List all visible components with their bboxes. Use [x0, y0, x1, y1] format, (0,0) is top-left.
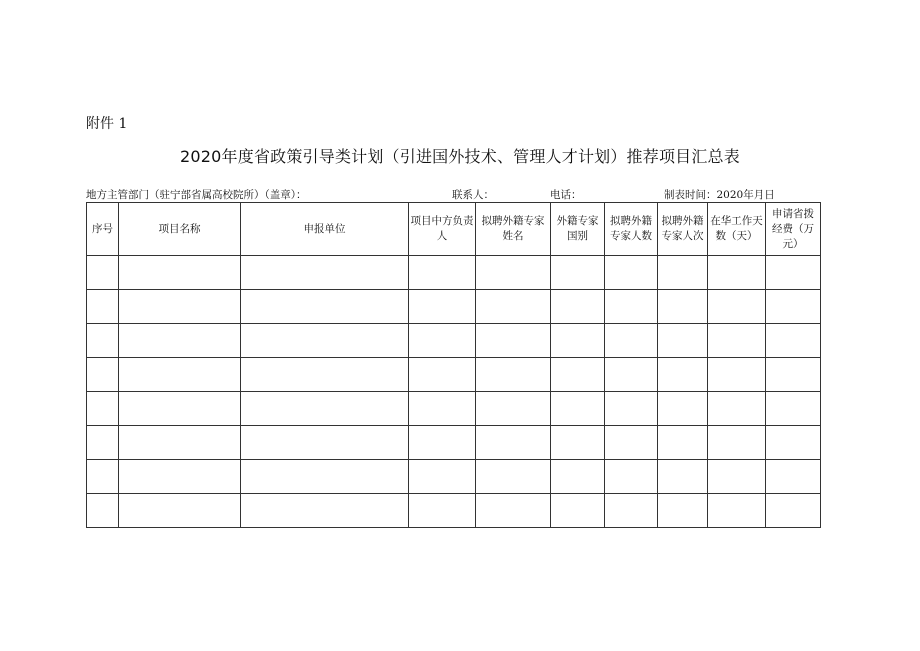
table-cell[interactable] [658, 290, 708, 324]
table-cell[interactable] [766, 290, 821, 324]
table-cell[interactable] [708, 460, 766, 494]
table-cell[interactable] [87, 324, 119, 358]
phone-field-label: 电话： [550, 189, 582, 201]
table-cell[interactable] [658, 426, 708, 460]
table-row [87, 256, 821, 290]
table-cell[interactable] [476, 460, 551, 494]
table-cell[interactable] [409, 392, 476, 426]
table-cell[interactable] [87, 290, 119, 324]
column-header-applicant-unit: 申报单位 [241, 203, 409, 256]
table-cell[interactable] [551, 358, 605, 392]
department-field-label: 地方主管部门（驻宁部省属高校院所）（盖章）： [86, 189, 307, 201]
table-cell[interactable] [658, 494, 708, 528]
summary-table [86, 202, 821, 528]
table-cell[interactable] [658, 392, 708, 426]
table-cell[interactable] [476, 324, 551, 358]
table-cell[interactable] [119, 426, 241, 460]
table-cell[interactable] [87, 256, 119, 290]
table-cell[interactable] [87, 494, 119, 528]
table-cell[interactable] [551, 460, 605, 494]
table-cell[interactable] [241, 426, 409, 460]
table-row [87, 426, 821, 460]
table-cell[interactable] [476, 426, 551, 460]
table-cell[interactable] [119, 290, 241, 324]
table-cell[interactable] [476, 256, 551, 290]
column-header-expert-visits: 拟聘外籍专家人次 [658, 203, 708, 256]
table-cell[interactable] [708, 256, 766, 290]
table-cell[interactable] [409, 460, 476, 494]
table-cell[interactable] [476, 290, 551, 324]
table-cell[interactable] [87, 358, 119, 392]
table-cell[interactable] [119, 358, 241, 392]
table-cell[interactable] [409, 324, 476, 358]
table-cell[interactable] [605, 358, 658, 392]
column-header-funding: 申请省拨经费（万元） [766, 203, 821, 256]
column-header-project-name: 项目名称 [119, 203, 241, 256]
table-cell[interactable] [708, 358, 766, 392]
table-cell[interactable] [766, 256, 821, 290]
column-header-chinese-lead: 项目中方负责人 [409, 203, 476, 256]
table-cell[interactable] [605, 392, 658, 426]
table-cell[interactable] [241, 392, 409, 426]
table-cell[interactable] [409, 256, 476, 290]
table-cell[interactable] [241, 494, 409, 528]
table-cell[interactable] [658, 460, 708, 494]
column-header-days-in-china: 在华工作天数（天） [708, 203, 766, 256]
table-cell[interactable] [87, 426, 119, 460]
table-cell[interactable] [766, 324, 821, 358]
table-row [87, 358, 821, 392]
table-cell[interactable] [605, 494, 658, 528]
column-header-expert-count: 拟聘外籍专家人数 [605, 203, 658, 256]
table-row [87, 460, 821, 494]
table-cell[interactable] [708, 392, 766, 426]
table-row [87, 494, 821, 528]
table-cell[interactable] [658, 324, 708, 358]
table-cell[interactable] [708, 324, 766, 358]
info-line [86, 187, 820, 203]
table-cell[interactable] [241, 256, 409, 290]
table-cell[interactable] [551, 494, 605, 528]
table-cell[interactable] [766, 426, 821, 460]
contact-field-label: 联系人： [452, 189, 494, 201]
table-cell[interactable] [708, 426, 766, 460]
table-row [87, 324, 821, 358]
table-cell[interactable] [119, 494, 241, 528]
table-cell[interactable] [409, 290, 476, 324]
table-cell[interactable] [766, 392, 821, 426]
table-cell[interactable] [119, 256, 241, 290]
table-cell[interactable] [766, 358, 821, 392]
table-cell[interactable] [241, 460, 409, 494]
column-header-index: 序号 [87, 203, 119, 256]
table-row [87, 392, 821, 426]
table-cell[interactable] [658, 358, 708, 392]
table-cell[interactable] [241, 358, 409, 392]
table-cell[interactable] [409, 426, 476, 460]
table-cell[interactable] [119, 460, 241, 494]
table-row [87, 290, 821, 324]
table-cell[interactable] [605, 256, 658, 290]
table-cell[interactable] [605, 460, 658, 494]
column-header-expert-name: 拟聘外籍专家姓名 [476, 203, 551, 256]
table-cell[interactable] [119, 324, 241, 358]
table-cell[interactable] [551, 324, 605, 358]
table-cell[interactable] [476, 358, 551, 392]
table-cell[interactable] [708, 494, 766, 528]
table-cell[interactable] [658, 256, 708, 290]
table-cell[interactable] [766, 494, 821, 528]
table-cell[interactable] [605, 290, 658, 324]
table-cell[interactable] [87, 460, 119, 494]
table-cell[interactable] [241, 324, 409, 358]
table-cell[interactable] [409, 358, 476, 392]
table-cell[interactable] [551, 392, 605, 426]
table-cell[interactable] [551, 426, 605, 460]
table-cell[interactable] [241, 290, 409, 324]
table-cell[interactable] [119, 392, 241, 426]
table-cell[interactable] [551, 290, 605, 324]
table-cell[interactable] [605, 324, 658, 358]
date-field-label: 制表时间：2020年月日 [664, 189, 775, 201]
table-cell[interactable] [766, 460, 821, 494]
table-cell[interactable] [409, 494, 476, 528]
table-body [87, 256, 821, 528]
attachment-label: 附件 1 [86, 116, 128, 132]
table-cell[interactable] [605, 426, 658, 460]
table-cell[interactable] [551, 256, 605, 290]
table-cell[interactable] [708, 290, 766, 324]
table-cell[interactable] [476, 494, 551, 528]
table-cell[interactable] [476, 392, 551, 426]
table-cell[interactable] [87, 392, 119, 426]
table-header-row [87, 203, 821, 256]
document-title: 2020年度省政策引导类计划（引进国外技术、管理人才计划）推荐项目汇总表 [180, 147, 740, 166]
column-header-expert-country: 外籍专家国别 [551, 203, 605, 256]
